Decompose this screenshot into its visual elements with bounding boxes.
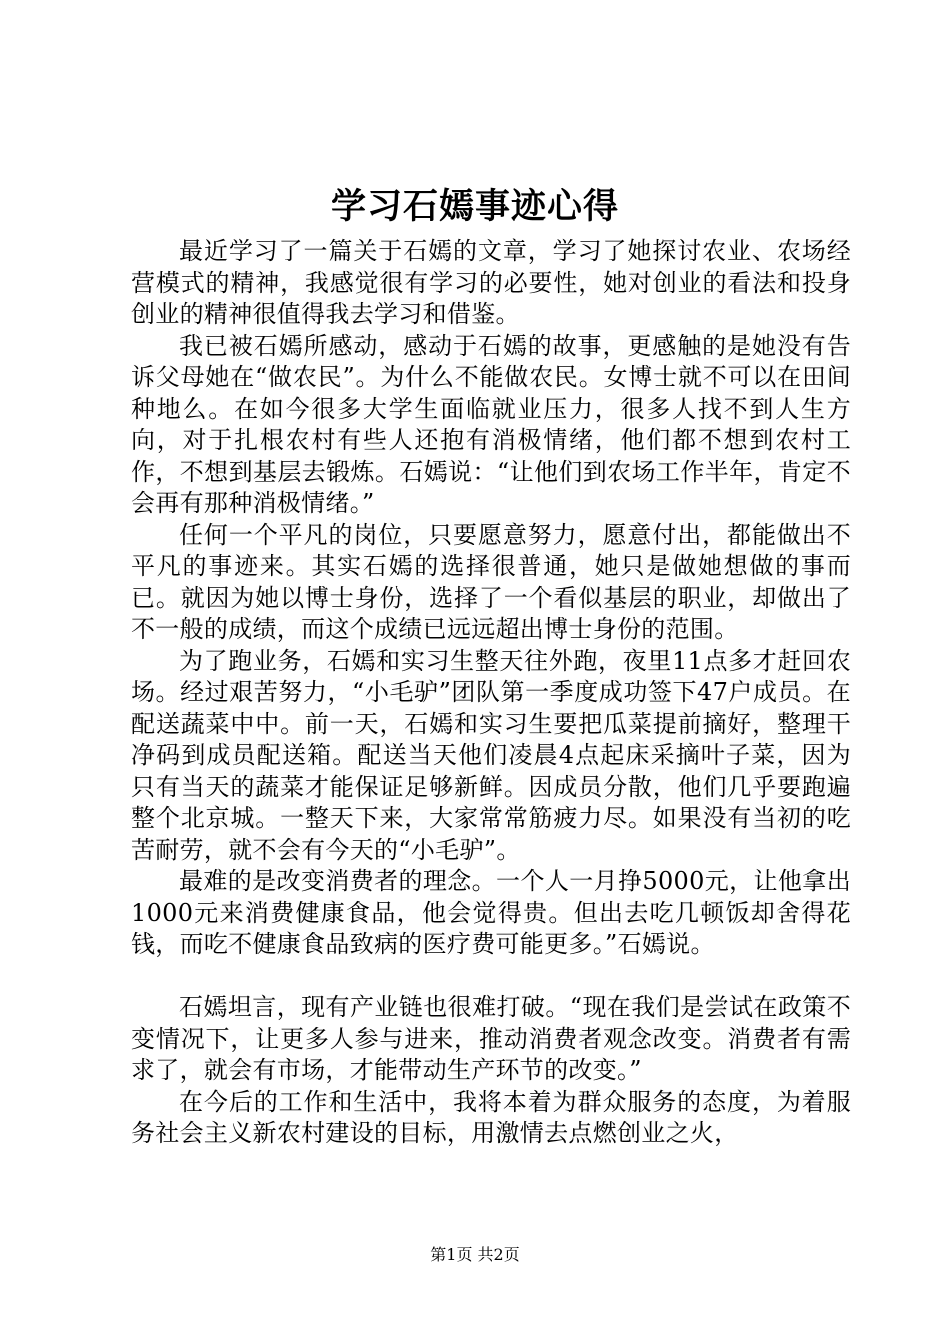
page-number-footer: 第1页 共2页 [430,1245,520,1264]
paragraph-1: 最近学习了一篇关于石嫣的文章，学习了她探讨农业、农场经营模式的精神，我感觉很有学习的必要性，她对创业的看法和投身创业的精神很值得我去学习和借鉴。 [131,237,851,328]
paragraph-2: 我已被石嫣所感动，感动于石嫣的故事，更感触的是她没有告诉父母她在“做农民”。为什么不能做农民。女博士就不可以在田间种地么。在如今很多大学生面临就业压力，很多人找不到人生方向，对于扎根农村有些人还抱有消极情绪，他们都不想到农村工作，不想到基层去锻炼。石嫣说：“让他们到农场工作半年，肯定不会再有那种消极情绪。” [131,331,851,517]
paragraph-3: 任何一个平凡的岗位，只要愿意努力，愿意付出，都能做出不平凡的事迹来。其实石嫣的选择很普通，她只是做她想做的事而已。就因为她以博士身份，选择了一个看似基层的职业，却做出了不一般的成绩，而这个成绩已远远超出博士身份的范围。 [131,520,851,643]
document-title: 学习石嫣事迹心得 [330,186,619,227]
paragraph-4: 为了跑业务，石嫣和实习生整天往外跑，夜里11点多才赶回农场。经过艰苦努力，“小毛驴”团队第一季度成功签下47户成员。在配送蔬菜中中。前一天，石嫣和实习生要把瓜菜提前摘好，整理干净码到成员配送箱。配送当天他们凌晨4点起床采摘叶子菜，因为只有当天的蔬菜才能保证足够新鲜。因成员分散，他们几乎要跑遍整个北京城。一整天下来，大家常常筋疲力尽。如果没有当初的吃苦耐劳，就不会有今天的“小毛驴”。 [131,646,851,864]
paragraph-5: 最难的是改变消费者的理念。一个人一月挣5000元，让他拿出1000元来消费健康食品，他会觉得贵。但出去吃几顿饭却舍得花钱，而吃不健康食品致病的医疗费可能更多。”石嫣说。 [131,867,851,958]
document-body [131,236,851,1150]
paragraph-6: 石嫣坦言，现有产业链也很难打破。“现在我们是尝试在政策不变情况下，让更多人参与进来，推动消费者观念改变。消费者有需求了，就会有市场，才能带动生产环节的改变。” [131,993,851,1084]
paragraph-7: 在今后的工作和生活中，我将本着为群众服务的态度，为着服务社会主义新农村建设的目标，用激情去点燃创业之火， [131,1087,851,1147]
